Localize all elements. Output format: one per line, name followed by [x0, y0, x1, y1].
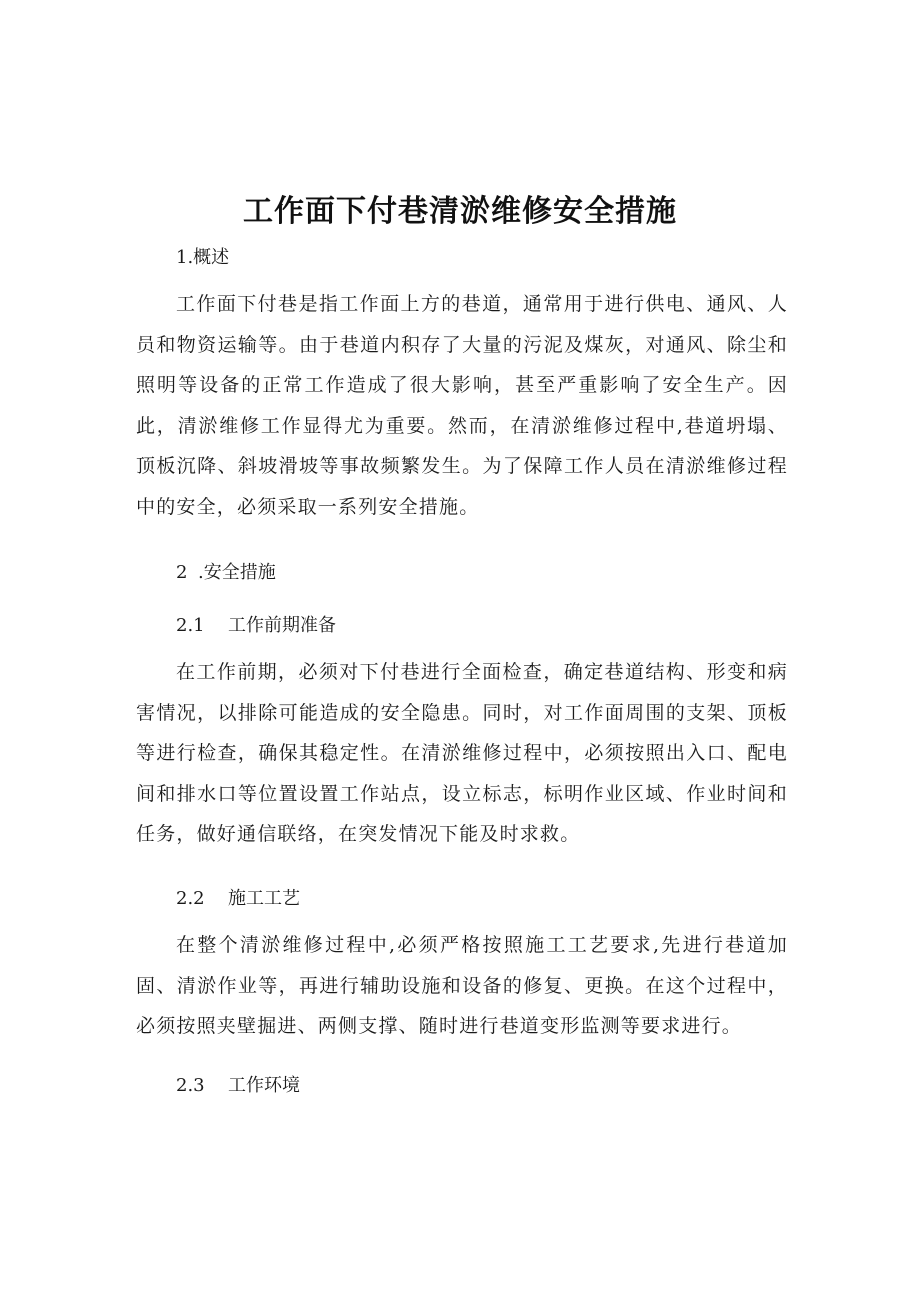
subsection-2-3-number: 2.3 — [176, 1075, 205, 1096]
subsection-2-3-title: 工作环境 — [228, 1075, 300, 1096]
subsection-2-2-paragraph: 在整个清淤维修过程中,必须严格按照施工工艺要求,先进行巷道加固、清淤作业等，再进行辅助设施和设备的修复、更换。在这个过程中，必须按照夹壁掘进、两侧支撑、随时进行巷道变形监测等要求进行。 — [136, 934, 788, 1037]
section-2-title: .安全措施 — [198, 562, 276, 583]
document-title: 工作面下付巷清淤维修安全措施 — [243, 194, 677, 229]
section-2-heading — [176, 558, 276, 584]
section-1-paragraph: 工作面下付巷是指工作面上方的巷道，通常用于进行供电、通风、人员和物资运输等。由于巷道内积存了大量的污泥及煤灰，对通风、除尘和照明等设备的正常工作造成了很大影响，甚至严重影响了安全生产。因此，清淤维修工作显得尤为重要。然而，在清淤维修过程中,巷道坍塌、顶板沉降、斜坡滑坡等事故频繁发生。为了保障工作人员在清淤维修过程中的安全，必须采取一系列安全措施。 — [136, 293, 788, 518]
subsection-2-1-heading — [176, 611, 336, 637]
section-2-number: 2 — [176, 562, 188, 583]
subsection-2-3-heading — [176, 1071, 300, 1097]
subsection-2-2-heading — [176, 884, 300, 910]
section-1-heading: 1.概述 — [176, 247, 230, 268]
subsection-2-1-title: 工作前期准备 — [228, 615, 336, 636]
subsection-2-1-paragraph: 在工作前期，必须对下付巷进行全面检查，确定巷道结构、形变和病害情况，以排除可能造成的安全隐患。同时，对工作面周围的支架、顶板等进行检查，确保其稳定性。在清淤维修过程中，必须按照出入口、配电间和排水口等位置设置工作站点，设立标志，标明作业区域、作业时间和任务，做好通信联络，在突发情况下能及时求救。 — [136, 661, 788, 845]
subsection-2-2-number: 2.2 — [176, 888, 205, 909]
subsection-2-1-number: 2.1 — [176, 615, 205, 636]
subsection-2-2-title: 施工工艺 — [228, 888, 300, 909]
